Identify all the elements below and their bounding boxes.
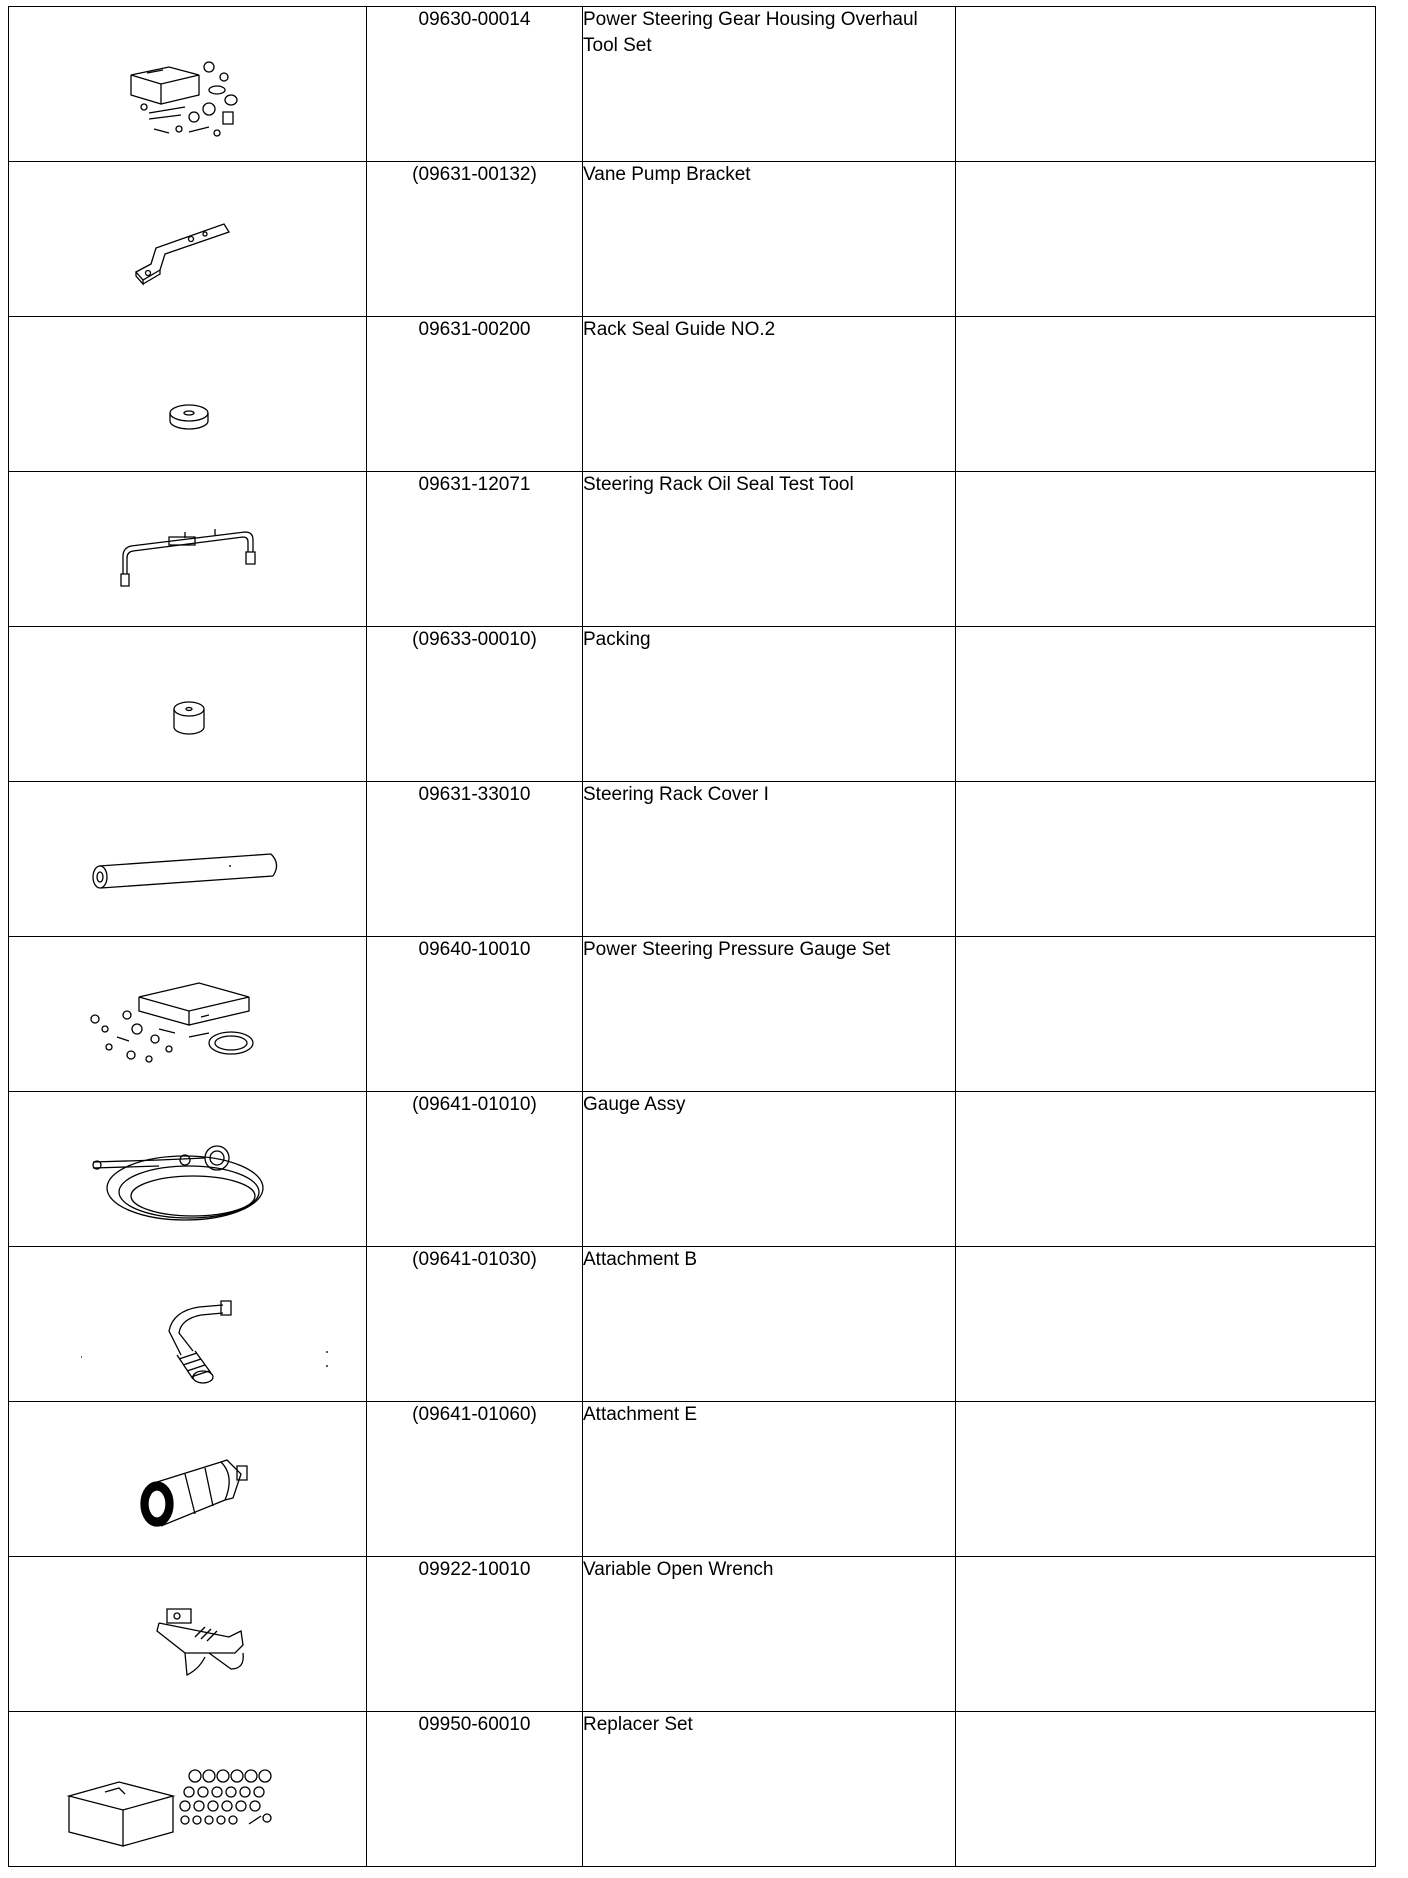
- table-row: [9, 627, 1376, 782]
- illustration-cell: [9, 627, 367, 782]
- bracket-icon: [9, 162, 367, 317]
- illustration-cell: [9, 1557, 367, 1712]
- illustration-cell: [9, 1247, 367, 1402]
- table-row: [9, 162, 1376, 317]
- illustration-cell: [9, 937, 367, 1092]
- tool-name: Rack Seal Guide NO.2: [583, 317, 956, 472]
- part-number: (09631-00132): [367, 162, 583, 317]
- notes-cell: [956, 1712, 1376, 1867]
- test-tube-tool-icon: [9, 472, 367, 627]
- notes-cell: [956, 7, 1376, 162]
- tool-name: Attachment E: [583, 1402, 956, 1557]
- attachment-b-icon: [9, 1247, 367, 1402]
- table-row: [9, 1092, 1376, 1247]
- wrench-icon: [9, 1557, 367, 1712]
- tool-name: Variable Open Wrench: [583, 1557, 956, 1712]
- table-row: [9, 7, 1376, 162]
- part-number: 09922-10010: [367, 1557, 583, 1712]
- gauge-set-icon: [9, 937, 367, 1092]
- table-row: [9, 317, 1376, 472]
- notes-cell: [956, 1092, 1376, 1247]
- tool-name: Replacer Set: [583, 1712, 956, 1867]
- illustration-cell: [9, 1402, 367, 1557]
- seal-guide-icon: [9, 317, 367, 472]
- notes-cell: [956, 472, 1376, 627]
- tool-name: Power Steering Pressure Gauge Set: [583, 937, 956, 1092]
- table-row: [9, 1712, 1376, 1867]
- illustration-cell: [9, 472, 367, 627]
- rack-cover-icon: [9, 782, 367, 937]
- tool-name: Power Steering Gear Housing Overhaul Tool Set: [583, 7, 956, 162]
- tool-name: Attachment B: [583, 1247, 956, 1402]
- tool-name: Vane Pump Bracket: [583, 162, 956, 317]
- table-row: [9, 472, 1376, 627]
- notes-cell: [956, 937, 1376, 1092]
- part-number: (09641-01030): [367, 1247, 583, 1402]
- packing-icon: [9, 627, 367, 782]
- part-number: 09631-33010: [367, 782, 583, 937]
- table-row: [9, 1557, 1376, 1712]
- part-number: (09641-01010): [367, 1092, 583, 1247]
- tool-name: Steering Rack Oil Seal Test Tool: [583, 472, 956, 627]
- illustration-cell: [9, 782, 367, 937]
- part-number: 09631-00200: [367, 317, 583, 472]
- part-number: 09630-00014: [367, 7, 583, 162]
- part-number: 09640-10010: [367, 937, 583, 1092]
- illustration-cell: [9, 7, 367, 162]
- tool-name: Packing: [583, 627, 956, 782]
- attachment-e-icon: [9, 1402, 367, 1557]
- notes-cell: [956, 782, 1376, 937]
- replacer-set-icon: [9, 1712, 367, 1867]
- illustration-cell: [9, 317, 367, 472]
- notes-cell: [956, 162, 1376, 317]
- part-number: 09950-60010: [367, 1712, 583, 1867]
- tool-name: Gauge Assy: [583, 1092, 956, 1247]
- tool-set-box-icon: [9, 7, 367, 162]
- illustration-cell: [9, 162, 367, 317]
- table-row: [9, 1247, 1376, 1402]
- part-number: (09633-00010): [367, 627, 583, 782]
- table-row: [9, 782, 1376, 937]
- gauge-hose-icon: [9, 1092, 367, 1247]
- tool-name: Steering Rack Cover I: [583, 782, 956, 937]
- part-number: 09631-12071: [367, 472, 583, 627]
- notes-cell: [956, 1557, 1376, 1712]
- notes-cell: [956, 1402, 1376, 1557]
- part-number: (09641-01060): [367, 1402, 583, 1557]
- notes-cell: [956, 627, 1376, 782]
- notes-cell: [956, 1247, 1376, 1402]
- illustration-cell: [9, 1712, 367, 1867]
- table-row: [9, 937, 1376, 1092]
- notes-cell: [956, 317, 1376, 472]
- illustration-cell: [9, 1092, 367, 1247]
- special-tools-table: [8, 6, 1376, 1867]
- table-row: [9, 1402, 1376, 1557]
